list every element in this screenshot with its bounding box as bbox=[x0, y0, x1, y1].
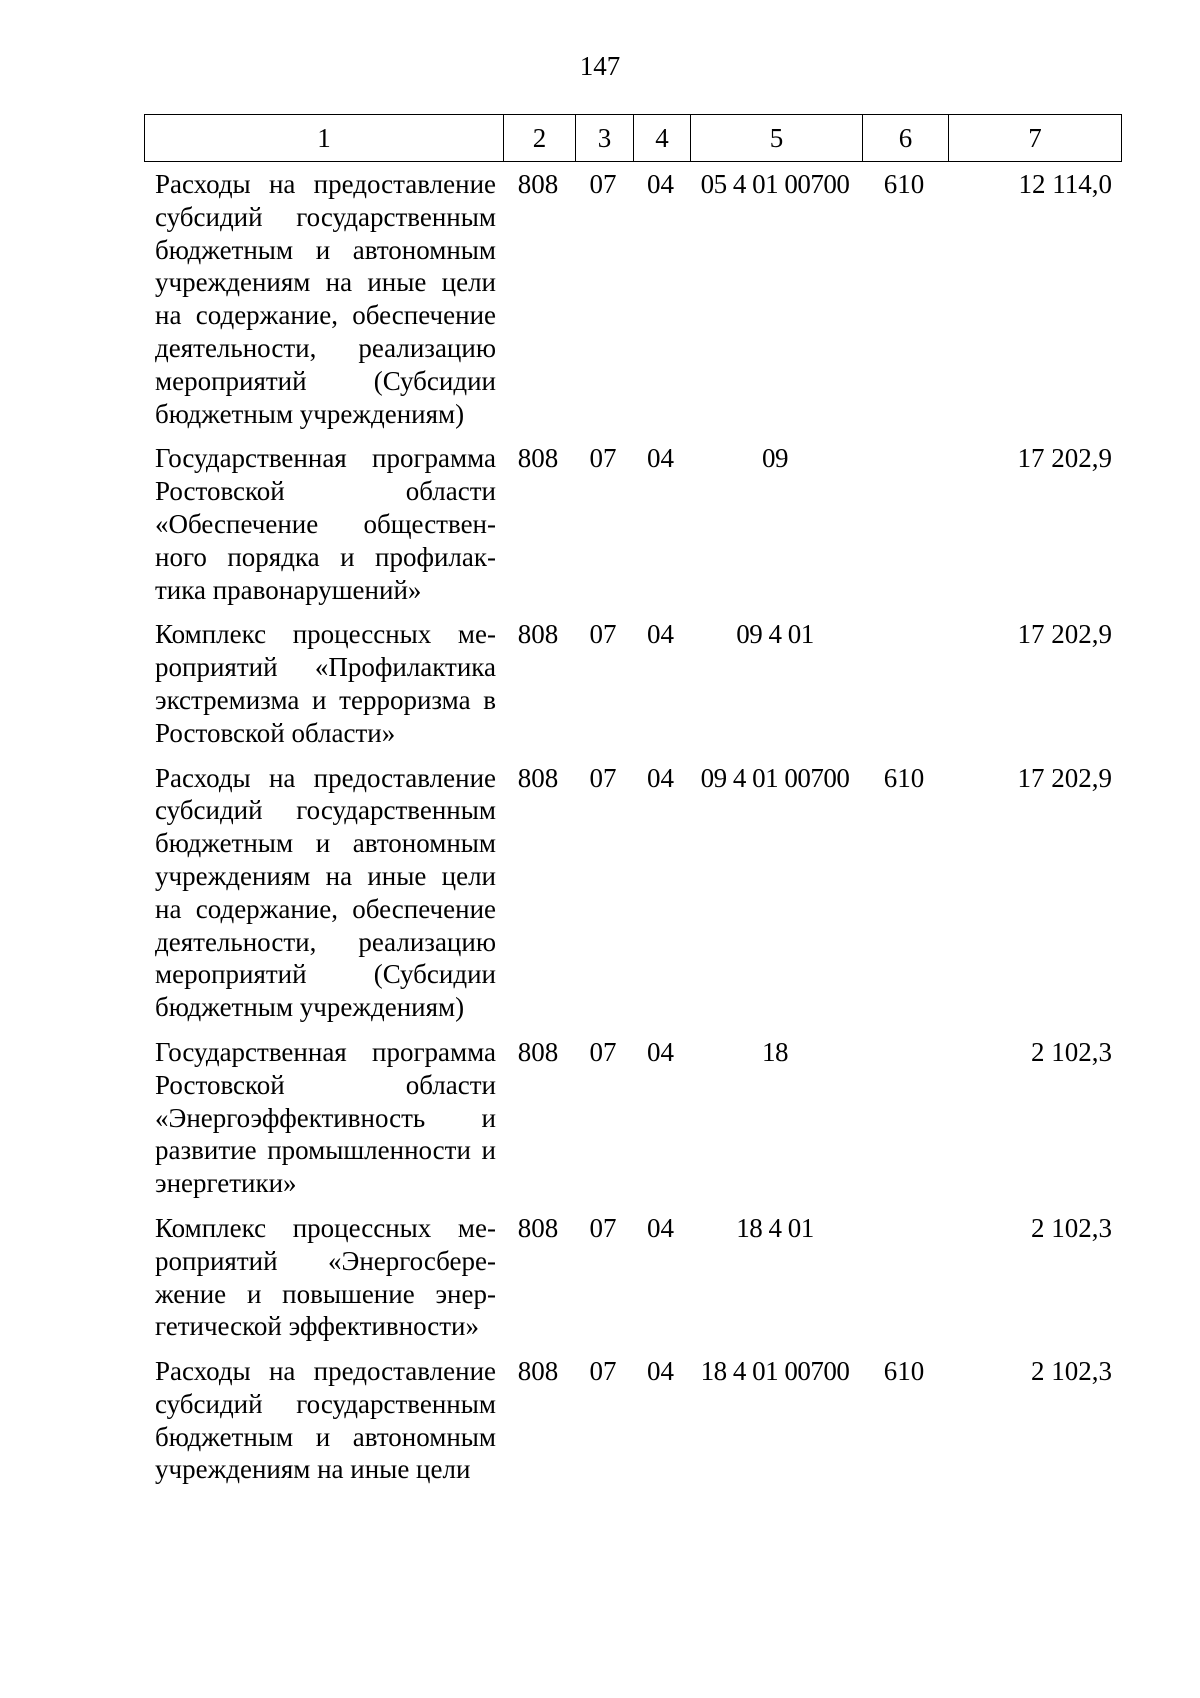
row-expense-type: 610 bbox=[883, 169, 925, 199]
page-number: 147 bbox=[579, 51, 621, 81]
table-row bbox=[144, 1355, 1122, 1486]
row-subsection-code: 04 bbox=[647, 169, 674, 199]
header-col-1: 1 bbox=[317, 123, 331, 153]
header-col-7: 7 bbox=[948, 115, 1121, 161]
row-expense-type bbox=[861, 1212, 947, 1343]
row-ministry-code: 808 bbox=[517, 1356, 559, 1387]
row-amount: 2 102,3 bbox=[1031, 1356, 1112, 1387]
row-section-code: 07 bbox=[589, 1036, 617, 1067]
row-expense-type bbox=[861, 618, 947, 749]
row-amount: 2 102,3 bbox=[1031, 1212, 1112, 1243]
row-target-article: 18 4 01 bbox=[736, 1212, 814, 1243]
row-name: Комплекс процессных мероприятий «Энергосбережение и повышение энергетической эффективности» bbox=[155, 1212, 496, 1342]
header-col-2: 2 bbox=[503, 115, 575, 161]
row-amount: 17 202,9 bbox=[1017, 619, 1112, 650]
row-subsection-code: 04 bbox=[647, 1212, 674, 1243]
row-section-code: 07 bbox=[589, 619, 617, 650]
row-name: Комплекс процессных мероприятий «Профилактика экстремизма и терроризма в Ростовской области» bbox=[155, 619, 496, 748]
row-name: Расходы на предоставление субсидий государственным бюджетным и автономным учреждениям на иные цели на содержание, обеспечение деятельности, реализацию мероприятий (Субсидии бюджетным учреждениям) bbox=[155, 762, 496, 1023]
row-target-article: 05 4 01 00700 bbox=[700, 169, 850, 199]
row-name: Государственная программа Ростовской области «Обеспечение общественного порядка и профилактика правонарушений» bbox=[155, 443, 496, 605]
row-subsection-code: 04 bbox=[647, 1036, 674, 1067]
row-name: Расходы на предоставление субсидий государственным бюджетным и автономным учреждениям на иные цели на содержание, обеспечение деятельности, реализацию мероприятий (Субсидии бюджетным учреждениям) bbox=[155, 169, 496, 429]
header-col-6: 6 bbox=[862, 115, 948, 161]
table-row bbox=[144, 168, 1122, 430]
row-target-article: 09 4 01 bbox=[736, 619, 814, 650]
table-row bbox=[144, 618, 1122, 749]
row-section-code: 07 bbox=[589, 1212, 617, 1243]
row-section-code: 07 bbox=[589, 169, 617, 199]
row-expense-type bbox=[861, 442, 947, 606]
header-col-5: 5 bbox=[690, 115, 862, 161]
row-ministry-code: 808 bbox=[517, 443, 559, 474]
row-expense-type: 610 bbox=[883, 762, 925, 793]
table-row bbox=[144, 1212, 1122, 1343]
row-ministry-code: 808 bbox=[517, 1212, 559, 1243]
row-subsection-code: 04 bbox=[647, 1356, 674, 1387]
row-subsection-code: 04 bbox=[647, 443, 674, 474]
row-target-article: 18 4 01 00700 bbox=[700, 1356, 850, 1387]
row-ministry-code: 808 bbox=[517, 1036, 559, 1067]
table-row bbox=[144, 442, 1122, 606]
row-subsection-code: 04 bbox=[647, 762, 674, 793]
row-amount: 17 202,9 bbox=[1017, 443, 1112, 474]
row-amount: 17 202,9 bbox=[1017, 762, 1112, 793]
row-target-article: 09 4 01 00700 bbox=[700, 762, 850, 793]
row-section-code: 07 bbox=[589, 1356, 617, 1387]
table-row bbox=[144, 1036, 1122, 1200]
row-target-article: 18 bbox=[762, 1036, 788, 1067]
row-amount: 2 102,3 bbox=[1031, 1036, 1112, 1067]
row-expense-type bbox=[861, 1036, 947, 1200]
header-col-3: 3 bbox=[575, 115, 633, 161]
header-col-4: 4 bbox=[633, 115, 690, 161]
row-name: Расходы на предоставление субсидий государственным бюджетным и автономным учреждениям на иные цели bbox=[155, 1356, 496, 1485]
row-subsection-code: 04 bbox=[647, 619, 674, 650]
table-body bbox=[144, 168, 1122, 1498]
row-ministry-code: 808 bbox=[517, 619, 559, 650]
row-section-code: 07 bbox=[589, 443, 617, 474]
row-section-code: 07 bbox=[589, 762, 617, 793]
row-expense-type: 610 bbox=[883, 1356, 925, 1387]
row-target-article: 09 bbox=[762, 443, 788, 474]
table-row bbox=[144, 762, 1122, 1024]
row-ministry-code: 808 bbox=[517, 762, 559, 793]
row-amount: 12 114,0 bbox=[1018, 169, 1112, 199]
row-name: Государственная программа Ростовской области «Энергоэффективность и развитие промышленности и энергетики» bbox=[155, 1036, 496, 1199]
table-header bbox=[144, 114, 1122, 162]
row-ministry-code: 808 bbox=[517, 169, 559, 199]
